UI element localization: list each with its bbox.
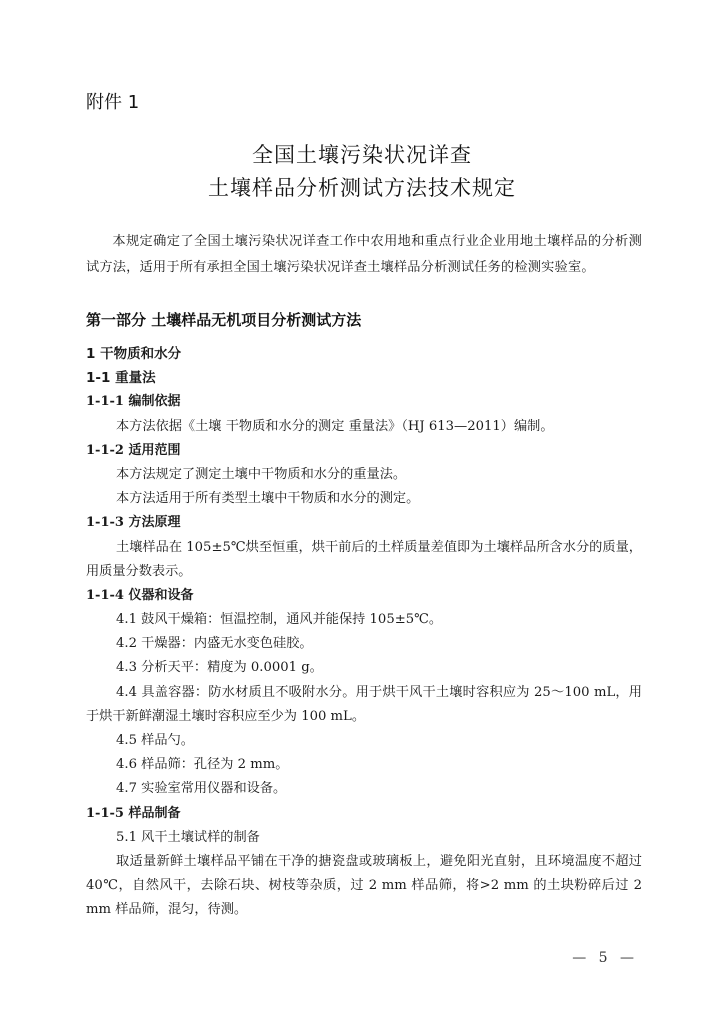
document-content: [86, 342, 642, 923]
item-4-1: 4.1 鼓风干燥箱：恒温控制，通风并能保持 105±5℃。: [116, 612, 443, 628]
item-4-3: 4.3 分析天平：精度为 0.0001 g。: [116, 660, 323, 676]
title-line-1: 全国土壤污染状况详查: [252, 143, 472, 167]
part-one-heading: 第一部分 土壤样品无机项目分析测试方法: [86, 311, 362, 329]
section-heading-1-1-1: 1-1-1 编制依据: [86, 394, 181, 410]
section-1-1-2-text-1: 本方法规定了测定土壤中干物质和水分的重量法。: [116, 466, 407, 482]
section-heading-1-1-5: 1-1-5 样品制备: [86, 805, 181, 821]
item-5-1-text: 取适量新鲜土壤样品平铺在干净的搪瓷盘或玻璃板上，避免阳光直射，且环境温度不超过 40℃，自然风干，去除石块、树枝等杂质，过 2 mm 样品筛，将>2 mm 的土块粉碎后过 2 mm 样品筛，混匀，待测。: [86, 853, 642, 918]
section-heading-1-1-4: 1-1-4 仪器和设备: [86, 587, 194, 603]
page-number: — 5 —: [572, 950, 638, 966]
item-5-1: 5.1 风干土壤试样的制备: [116, 829, 260, 845]
section-heading-1: 1 干物质和水分: [86, 346, 182, 362]
intro-paragraph: 本规定确定了全国土壤污染状况详查工作中农用地和重点行业企业用地土壤样品的分析测试方法，适用于所有承担全国土壤污染状况详查土壤样品分析测试任务的检测实验室。: [86, 234, 642, 275]
section-1-1-3-text: 土壤样品在 105±5℃烘至恒重，烘干前后的土样质量差值即为土壤样品所含水分的质量，用质量分数表示。: [86, 539, 642, 579]
section-heading-1-1-2: 1-1-2 适用范围: [86, 442, 181, 458]
item-4-7: 4.7 实验室常用仪器和设备。: [116, 781, 287, 797]
annex-label: 附件 1: [86, 92, 140, 113]
item-4-4: 4.4 具盖容器：防水材质且不吸附水分。用于烘干风干土壤时容积应为 25～100 mL，用于烘干新鲜潮湿土壤时容积应至少为 100 mL。: [86, 684, 642, 724]
item-4-2: 4.2 干燥器：内盛无水变色硅胶。: [116, 636, 313, 652]
section-heading-1-1: 1-1 重量法: [86, 370, 156, 387]
title-line-2: 土壤样品分析测试方法技术规定: [208, 176, 516, 200]
section-heading-1-1-3: 1-1-3 方法原理: [86, 515, 181, 531]
item-4-5: 4.5 样品勺。: [116, 733, 194, 749]
section-1-1-2-text-2: 本方法适用于所有类型土壤中干物质和水分的测定。: [116, 491, 420, 507]
item-4-6: 4.6 样品筛：孔径为 2 mm。: [116, 757, 289, 773]
section-1-1-1-text: 本方法依据《土壤 干物质和水分的测定 重量法》（HJ 613—2011）编制。: [116, 418, 554, 434]
